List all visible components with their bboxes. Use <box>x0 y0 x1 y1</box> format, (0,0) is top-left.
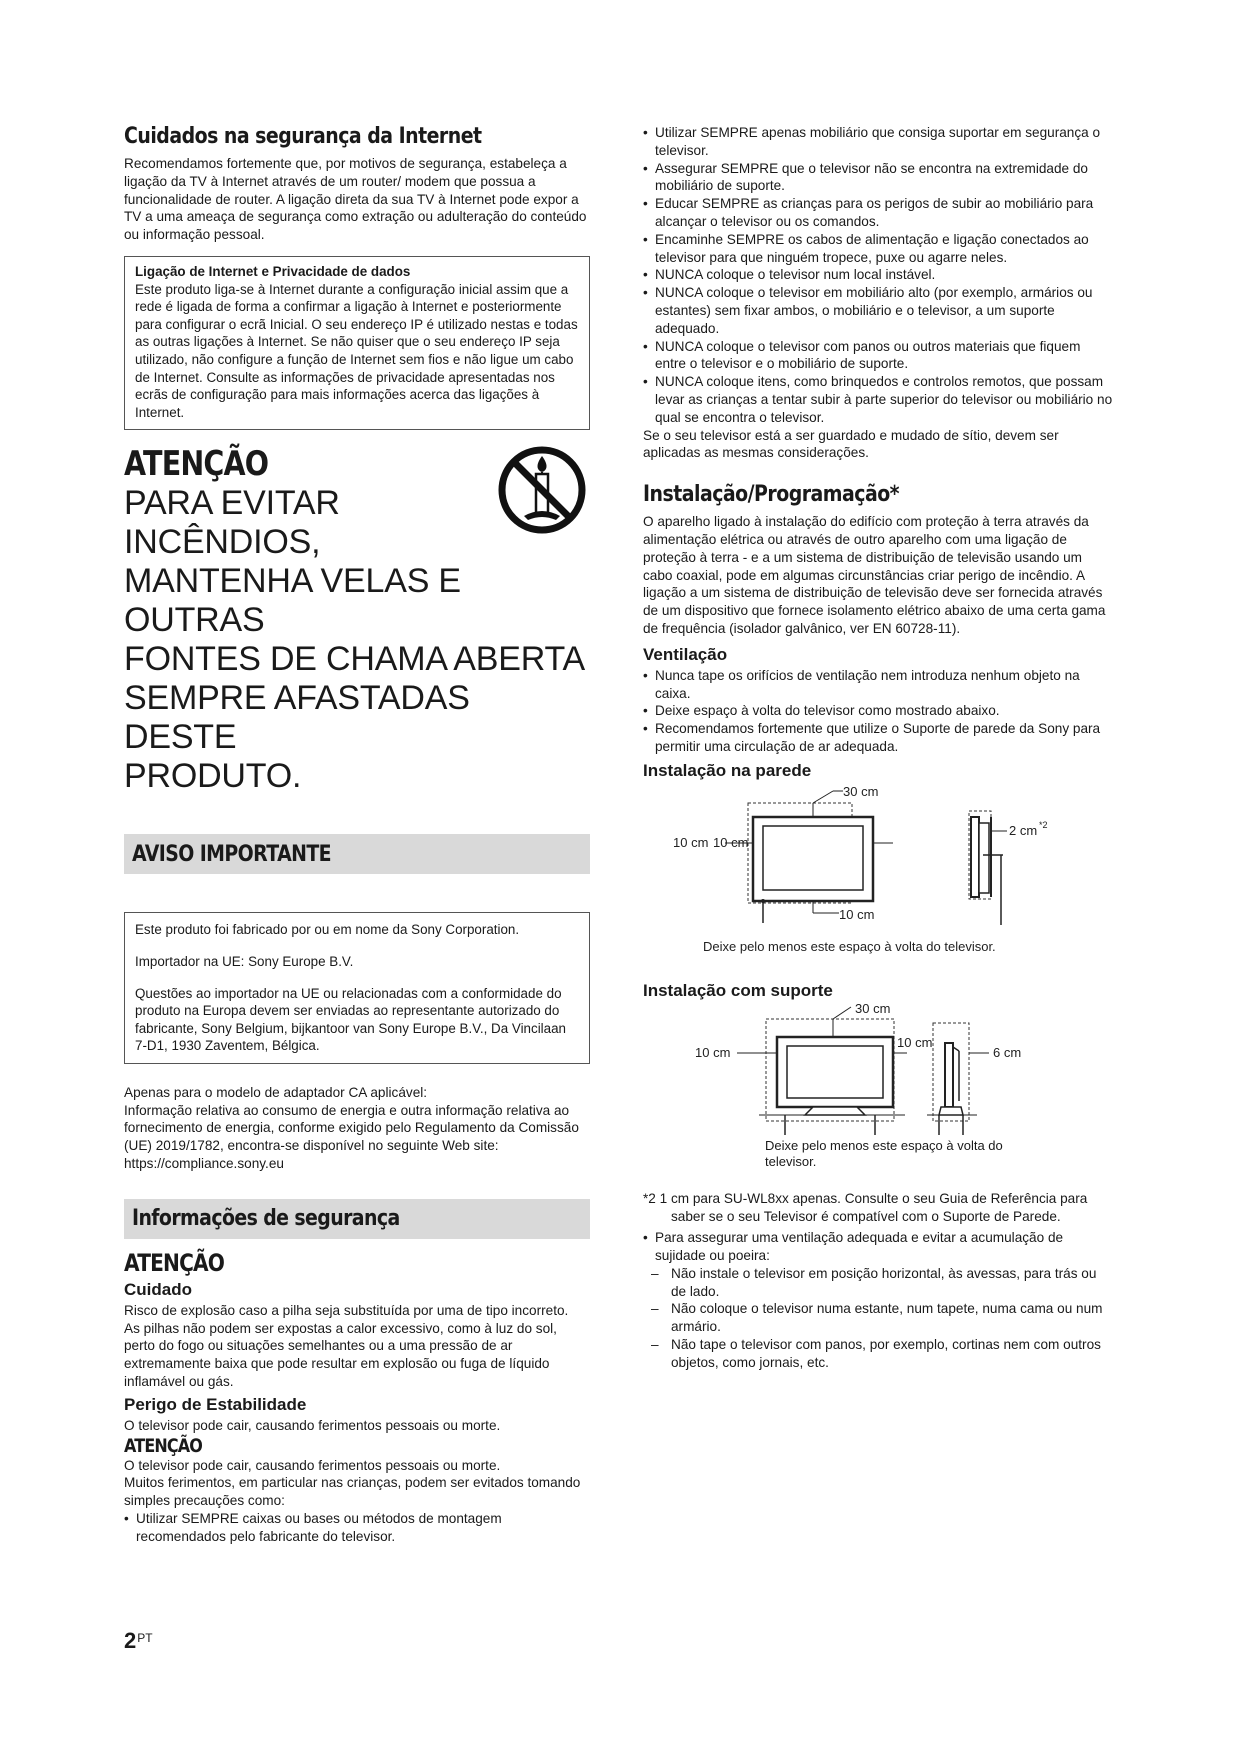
safety-heading: Informações de segurança <box>132 1206 400 1232</box>
cuidado-p1: Risco de explosão caso a pilha seja substituída por uma de tipo incorreto. <box>124 1302 569 1318</box>
wall-heading: Instalação na parede <box>643 760 812 780</box>
list-item: • Deixe espaço à volta do televisor como mostrado abaixo. <box>643 702 1113 720</box>
perigo-heading: Perigo de Estabilidade <box>124 1394 307 1414</box>
stand-caption-2: televisor. <box>765 1153 817 1169</box>
stand-left-label: 10 cm <box>695 1044 731 1060</box>
stand-diagram <box>643 1003 1113 1151</box>
atencao2-p2: Muitos ferimentos, em particular nas crianças, podem ser evitados tomando simples precauções como: <box>124 1475 581 1509</box>
privacy-body: Este produto liga-se à Internet durante a configuração inicial assim que a rede é ligada de forma a confirmar a ligação à Internet e posteriormente para configurar o ecrã Inicial. O seu endereço IP é utilizado nestas e todas as outras ligações à Internet. Se não quiser que o seu endereço IP seja utilizado, não configure a função de Internet sem fios e não ligue um cabo de Internet. Consulte as informações de privacidade apresentadas nos ecrãs de configuração para mais informações acerca das ligações à Internet. <box>135 281 578 420</box>
stand-top-label: 30 cm <box>855 1002 891 1016</box>
list-item: • Encaminhe SEMPRE os cabos de alimentação e ligação conectados ao televisor para que ninguém tropece, puxe ou agarre neles. <box>643 231 1113 267</box>
list-item: • NUNCA coloque o televisor num local instável. <box>643 266 1113 284</box>
warning-line-3: MANTENHA VELAS E OUTRAS <box>124 562 461 640</box>
right-bullet-list <box>643 124 1113 427</box>
stand-front-view <box>695 1003 932 1135</box>
footnote: *2 1 cm para SU-WL8xx apenas. Consulte o seu Guia de Referência para saber se o seu Televisor é compatível com o Suporte de Parede. <box>643 1190 1088 1224</box>
list-item: – Não instale o televisor em posição horizontal, às avessas, para trás ou de lado. <box>643 1265 1113 1301</box>
safety-atencao: ATENÇÃO <box>124 1248 225 1277</box>
right-column <box>643 124 1113 1372</box>
warning-line-5: SEMPRE AFASTADAS DESTE <box>124 679 470 757</box>
wall-front-view <box>673 784 893 923</box>
fire-warning <box>124 444 590 796</box>
aviso-heading: AVISO IMPORTANTE <box>132 841 331 867</box>
left-column <box>124 124 590 1546</box>
cuidado-heading: Cuidado <box>124 1279 192 1299</box>
aviso-p1: Este produto foi fabricado por ou em nome da Sony Corporation. <box>135 922 520 938</box>
manufacturer-box <box>124 912 590 1064</box>
list-item: • Assegurar SEMPRE que o televisor não se encontra na extremidade do mobiliário de suporte. <box>643 160 1113 196</box>
ac-title: Apenas para o modelo de adaptador CA aplicável: <box>124 1084 428 1100</box>
wall-bottom-label: 10 cm <box>839 906 875 922</box>
warning-line-1: PARA EVITAR <box>124 484 340 523</box>
stand-right-label: 10 cm <box>897 1034 933 1050</box>
list-item: – Não coloque o televisor numa estante, num tapete, numa cama ou num armário. <box>643 1300 1113 1336</box>
list-item: • Utilizar SEMPRE caixas ou bases ou métodos de montagem recomendados pelo fabricante do televisor. <box>124 1510 590 1546</box>
list-item: • Nunca tape os orifícios de ventilação nem introduza nenhum objeto na caixa. <box>643 667 1113 703</box>
perigo-text: O televisor pode cair, causando ferimentos pessoais ou morte. <box>124 1417 501 1433</box>
list-item: • Recomendamos fortemente que utilize o Suporte de parede da Sony para permitir uma circulação de ar adequada. <box>643 720 1113 756</box>
install-heading: Instalação/Programação* <box>643 482 900 508</box>
page-language: PT <box>137 1631 153 1645</box>
aviso-p3: Questões ao importador na UE ou relacionadas com a conformidade do produto na Europa devem ser enviadas ao representante autorizado do fabricante, Sony Belgium, bijkantoor van Sony Europe B.V., Da Vincilaan 7-D1, 1930 Zaventem, Bélgica. <box>135 985 566 1054</box>
list-item: • NUNCA coloque o televisor em mobiliário alto (por exemplo, armários ou estantes) sem fixar ambos, o mobiliário e o televisor, a um suporte adequado. <box>643 284 1113 337</box>
warning-title: ATENÇÃO <box>124 444 269 485</box>
cuidado-p2: As pilhas não podem ser expostas a calor excessivo, como à luz do sol, perto do fogo ou situações semelhantes ou a uma pressão de ar extremamente baixa que pode resultar em explosão ou fuga de líquido inflamável ou gás. <box>124 1320 557 1390</box>
wall-diagram <box>643 783 1113 961</box>
wall-side-view <box>969 811 1048 925</box>
internet-body: Recomendamos fortemente que, por motivos de segurança, estabeleça a ligação da TV à Internet através de um router/ modem que possua a funcionalidade de router. A ligação direta da sua TV à Internet pode expor a TV a uma ameaça de segurança como extração ou adulteração do conteúdo ou informação pessoal. <box>124 156 587 243</box>
stand-side-view <box>927 1023 1021 1135</box>
stand-back-label: 6 cm <box>993 1044 1022 1060</box>
aviso-banner <box>124 834 590 874</box>
safety-banner <box>124 1199 590 1239</box>
list-item: • Educar SEMPRE as crianças para os perigos de subir ao mobiliário para alcançar o televisor ou os comandos. <box>643 195 1113 231</box>
internet-heading: Cuidados na segurança da Internet <box>124 124 482 149</box>
list-item: • NUNCA coloque itens, como brinquedos e controlos remotos, que possam levar as crianças a tentar subir à parte superior do televisor ou mobiliário no qual se encontra o televisor. <box>643 373 1113 426</box>
wall-right-label: 10 cm <box>713 834 749 850</box>
page-number <box>124 1628 153 1654</box>
vent-heading: Ventilação <box>643 644 728 664</box>
ac-body: Informação relativa ao consumo de energia e outra informação relativa ao fornecimento de energia, conforme exigido pelo Regulamento da Comissão (UE) 2019/1782, encontra-se disponível no seguinte Web site: https://compliance.sony.eu <box>124 1102 579 1172</box>
left-bullet-list <box>124 1510 590 1546</box>
wall-side-label: 2 cm <box>1009 822 1038 838</box>
list-item: • NUNCA coloque o televisor com panos ou outros materiais que fiquem entre o televisor e o mobiliário de suporte. <box>643 338 1113 374</box>
list-item: • Utilizar SEMPRE apenas mobiliário que consiga suportar em segurança o televisor. <box>643 124 1113 160</box>
wall-caption: Deixe pelo menos este espaço à volta do televisor. <box>703 938 996 954</box>
atencao2-p1: O televisor pode cair, causando ferimentos pessoais ou morte. <box>124 1457 501 1473</box>
dash-list <box>643 1265 1113 1372</box>
list-item: – Não tape o televisor com panos, por exemplo, cortinas nem com outros objetos, como jornais, etc. <box>643 1336 1113 1372</box>
stand-caption-1: Deixe pelo menos este espaço à volta do <box>765 1137 1003 1153</box>
privacy-title: Ligação de Internet e Privacidade de dados <box>135 263 411 279</box>
no-candle-icon <box>496 444 588 536</box>
wall-left-label: 10 cm <box>673 834 709 850</box>
relocate-text: Se o seu televisor está a ser guardado e mudado de sítio, devem ser aplicadas as mesmas considerações. <box>643 427 1059 461</box>
warning-line-2: INCÊNDIOS, <box>124 523 321 562</box>
page-number-value: 2 <box>124 1628 137 1653</box>
aviso-p2: Importador na UE: Sony Europe B.V. <box>135 953 354 969</box>
list-item: • Para assegurar uma ventilação adequada e evitar a acumulação de sujidade ou poeira: <box>643 1229 1113 1265</box>
stand-heading: Instalação com suporte <box>643 980 833 1000</box>
install-body: O aparelho ligado à instalação do edifício com proteção à terra através da alimentação elétrica ou através de outro aparelho com uma ligação de proteção à terra - e a um sistema de distribuição de televisão usando um cabo coaxial, pode em algumas circunstâncias criar perigo de incêndio. A ligação a um sistema de distribuição de televisão deve ser fornecida através de um dispositivo que fornece isolamento elétrico abaixo de uma certa gama de frequência (isolador galvânico, ver EN 60728-11). <box>643 514 1106 636</box>
wall-top-label: 30 cm <box>843 783 879 799</box>
air-bullet-list <box>643 1229 1113 1265</box>
warning-line-4: FONTES DE CHAMA ABERTA <box>124 640 585 679</box>
warning-line-6: PRODUTO. <box>124 757 302 796</box>
vent-bullet-list <box>643 667 1113 756</box>
privacy-box <box>124 256 590 430</box>
atencao2-heading: ATENÇÃO <box>124 1434 203 1457</box>
wall-side-sup: *2 <box>1039 819 1048 830</box>
